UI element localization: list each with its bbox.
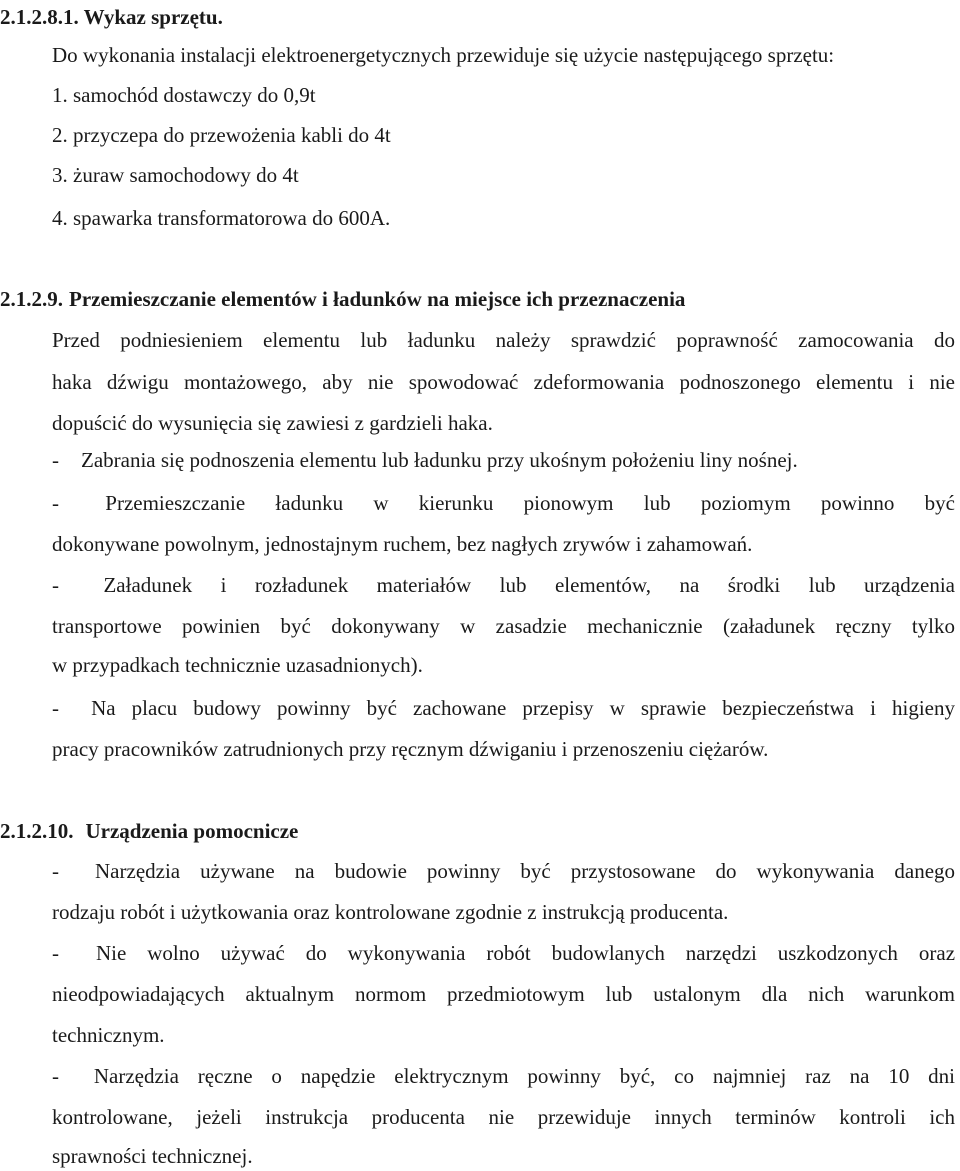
bullet-continuation: nieodpowiadających aktualnym normom przedmiotowym lub ustalonym dla nich warunkom	[52, 982, 955, 1006]
section-heading-wykaz: 2.1.2.8.1. Wykaz sprzętu.	[0, 5, 223, 29]
section-title: Przemieszczanie elementów i ładunków na miejsce ich przeznaczenia	[69, 287, 686, 311]
section-title: Urządzenia pomocnicze	[85, 819, 299, 843]
bullet-item: - Narzędzia używane na budowie powinny być przystosowane do wykonywania danego	[52, 859, 956, 883]
bullet-continuation: sprawności technicznej.	[52, 1144, 253, 1168]
paragraph-line: Przed podniesieniem elementu lub ładunku należy sprawdzić poprawność zamocowania do	[52, 328, 955, 352]
bullet-continuation: transportowe powinien być dokonywany w zasadzie mechanicznie (załadunek ręczny tylko	[52, 614, 955, 638]
paragraph-line: dopuścić do wysunięcia się zawiesi z gardzieli haka.	[52, 411, 493, 435]
bullet-continuation: w przypadkach technicznie uzasadnionych).	[52, 653, 423, 677]
bullet-continuation: technicznym.	[52, 1023, 165, 1047]
list-item: 4. spawarka transformatorowa do 600A.	[52, 206, 391, 230]
paragraph-line: haka dźwigu montażowego, aby nie spowodować zdeformowania podnoszonego elementu i nie	[52, 370, 955, 394]
section-heading-przemieszczanie	[0, 284, 685, 314]
list-item: 2. przyczepa do przewożenia kabli do 4t	[52, 123, 391, 147]
list-item: 3. żuraw samochodowy do 4t	[52, 163, 299, 187]
section-intro: Do wykonania instalacji elektroenergetycznych przewiduje się użycie następującego sprzętu:	[52, 43, 835, 67]
bullet-item: - Przemieszczanie ładunku w kierunku pionowym lub poziomym powinno być	[52, 491, 956, 515]
bullet-marker: -	[52, 1064, 59, 1088]
list-item: 1. samochód dostawczy do 0,9t	[52, 83, 316, 107]
bullet-continuation: rodzaju robót i użytkowania oraz kontrolowane zgodnie z instrukcją producenta.	[52, 900, 729, 924]
bullet-marker: -	[52, 573, 59, 597]
bullet-item: - Na placu budowy powinny być zachowane przepisy w sprawie bezpieczeństwa i higieny	[52, 696, 955, 720]
bullet-item: - Nie wolno używać do wykonywania robót budowlanych narzędzi uszkodzonych oraz	[52, 941, 956, 965]
bullet-marker: -	[52, 859, 59, 883]
section-number: 2.1.2.9.	[0, 287, 63, 311]
bullet-continuation: kontrolowane, jeżeli instrukcja producenta nie przewiduje innych terminów kontroli ich	[52, 1105, 955, 1129]
bullet-continuation: pracy pracowników zatrudnionych przy ręcznym dźwiganiu i przenoszeniu ciężarów.	[52, 737, 769, 761]
bullet-marker: -	[52, 696, 59, 720]
bullet-item: - Narzędzia ręczne o napędzie elektrycznym powinny być, co najmniej raz na 10 dni	[52, 1064, 956, 1088]
section-heading-urzadzenia	[0, 816, 298, 846]
bullet-marker: -	[52, 448, 59, 472]
bullet-continuation: dokonywane powolnym, jednostajnym ruchem, bez nagłych zrywów i zahamowań.	[52, 532, 753, 556]
section-number: 2.1.2.10.	[0, 819, 74, 843]
bullet-item: - Załadunek i rozładunek materiałów lub elementów, na środki lub urządzenia	[52, 573, 955, 597]
bullet-marker: -	[52, 491, 59, 515]
bullet-marker: -	[52, 941, 59, 965]
bullet-item: - Zabrania się podnoszenia elementu lub ładunku przy ukośnym położeniu liny nośnej.	[52, 448, 798, 472]
